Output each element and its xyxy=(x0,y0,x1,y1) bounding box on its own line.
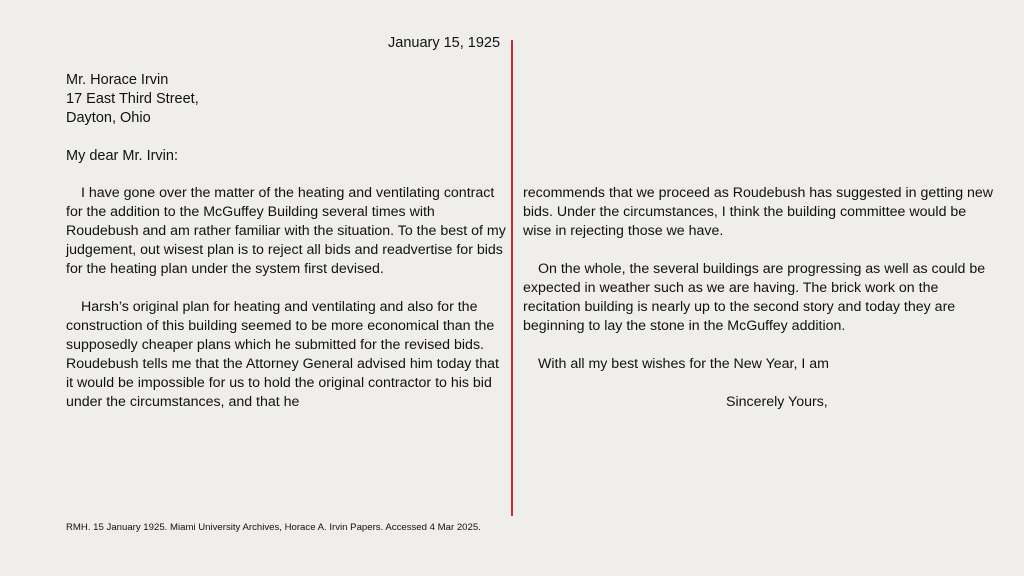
letter-closing: Sincerely Yours, xyxy=(726,394,828,410)
paragraph-heating-contract: I have gone over the matter of the heating and ventilating contract for the addition to the McGuffey Building several times with Roudebush and am rather familiar with the situation. To the best of my judgement, out wisest plan is to reject all bids and readvertise for bids for the heating plan under the system first devised. xyxy=(66,185,506,277)
recipient-city: Dayton, Ohio xyxy=(66,110,151,126)
paragraph-original-plan: Harsh’s original plan for heating and ventilating and also for the construction of this building seemed to be more economical than the supposedly cheaper plans which he submitted for the revised bids. Roudebush tells me that the Attorney General advised him today that it would be impossible for us to hold the original contractor to his bid under the circumstances, and that he xyxy=(66,299,499,410)
recipient-name: Mr. Horace Irvin xyxy=(66,72,169,88)
salutation: My dear Mr. Irvin: xyxy=(66,148,178,164)
paragraph-recommendation: recommends that we proceed as Roudebush has suggested in getting new bids. Under the circumstances, I think the building committee would be wise in rejecting those we have. xyxy=(523,185,994,239)
right-column xyxy=(523,184,998,412)
recipient-street: 17 East Third Street, xyxy=(66,91,199,107)
paragraph-new-year-wishes: With all my best wishes for the New Year, I am xyxy=(538,356,829,372)
recipient-address xyxy=(66,71,199,128)
letter-date: January 15, 1925 xyxy=(388,35,501,51)
column-divider xyxy=(511,40,513,516)
left-column xyxy=(66,184,506,431)
paragraph-building-progress: On the whole, the several buildings are progressing as well as could be expected in weather such as we are having. The brick work on the recitation building is nearly up to the second story and today they are beginning to lay the stone in the McGuffey addition. xyxy=(523,261,986,334)
source-citation: RMH. 15 January 1925. Miami University Archives, Horace A. Irvin Papers. Accessed 4 Mar 2025. xyxy=(66,522,481,533)
